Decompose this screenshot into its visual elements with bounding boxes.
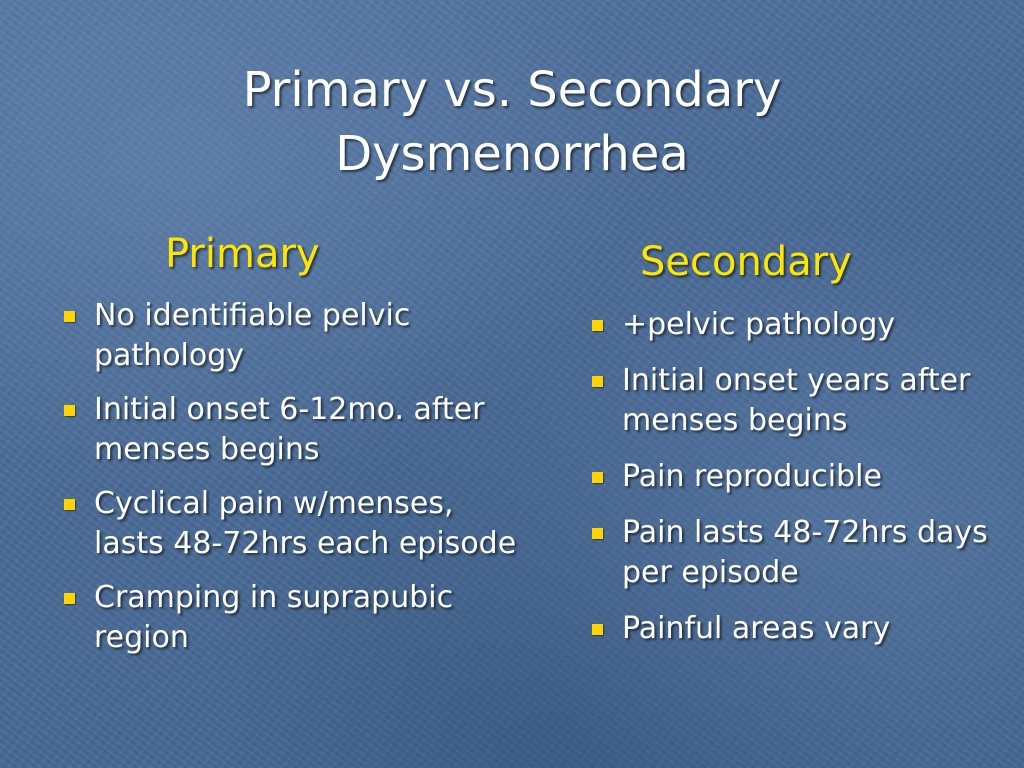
primary-heading: Primary [165, 231, 320, 277]
primary-bullet-item [62, 484, 522, 564]
secondary-bullet-item [590, 513, 1010, 593]
secondary-bullet-list [590, 305, 1010, 665]
square-bullet-icon [64, 311, 75, 322]
slide-title [112, 58, 912, 186]
square-bullet-icon [592, 320, 603, 331]
secondary-bullet-text: Pain lasts 48-72hrs days per episode [622, 515, 988, 590]
square-bullet-icon [592, 472, 603, 483]
square-bullet-icon [592, 528, 603, 539]
secondary-bullet-item [590, 305, 1010, 345]
square-bullet-icon [64, 405, 75, 416]
secondary-bullet-text: +pelvic pathology [622, 307, 896, 342]
primary-bullet-item [62, 390, 522, 470]
square-bullet-icon [64, 593, 75, 604]
primary-bullet-text: No identifiable pelvic pathology [94, 298, 411, 373]
square-bullet-icon [64, 499, 75, 510]
secondary-bullet-text: Painful areas vary [622, 611, 891, 646]
slide-title-line1: Primary vs. Secondary [242, 62, 782, 118]
primary-bullet-text: Cyclical pain w/menses, lasts 48-72hrs each episode [94, 486, 517, 561]
square-bullet-icon [592, 376, 603, 387]
secondary-bullet-item [590, 609, 1010, 649]
primary-bullet-text: Initial onset 6-12mo. after menses begins [94, 392, 485, 467]
primary-bullet-item [62, 296, 522, 376]
slide-title-line2: Dysmenorrhea [335, 126, 689, 182]
secondary-heading: Secondary [640, 239, 852, 285]
secondary-bullet-text: Pain reproducible [622, 459, 882, 494]
primary-bullet-list [62, 296, 522, 672]
secondary-bullet-item [590, 457, 1010, 497]
square-bullet-icon [592, 624, 603, 635]
primary-bullet-text: Cramping in suprapubic region [94, 580, 454, 655]
secondary-bullet-text: Initial onset years after menses begins [622, 363, 971, 438]
primary-bullet-item [62, 578, 522, 658]
secondary-bullet-item [590, 361, 1010, 441]
